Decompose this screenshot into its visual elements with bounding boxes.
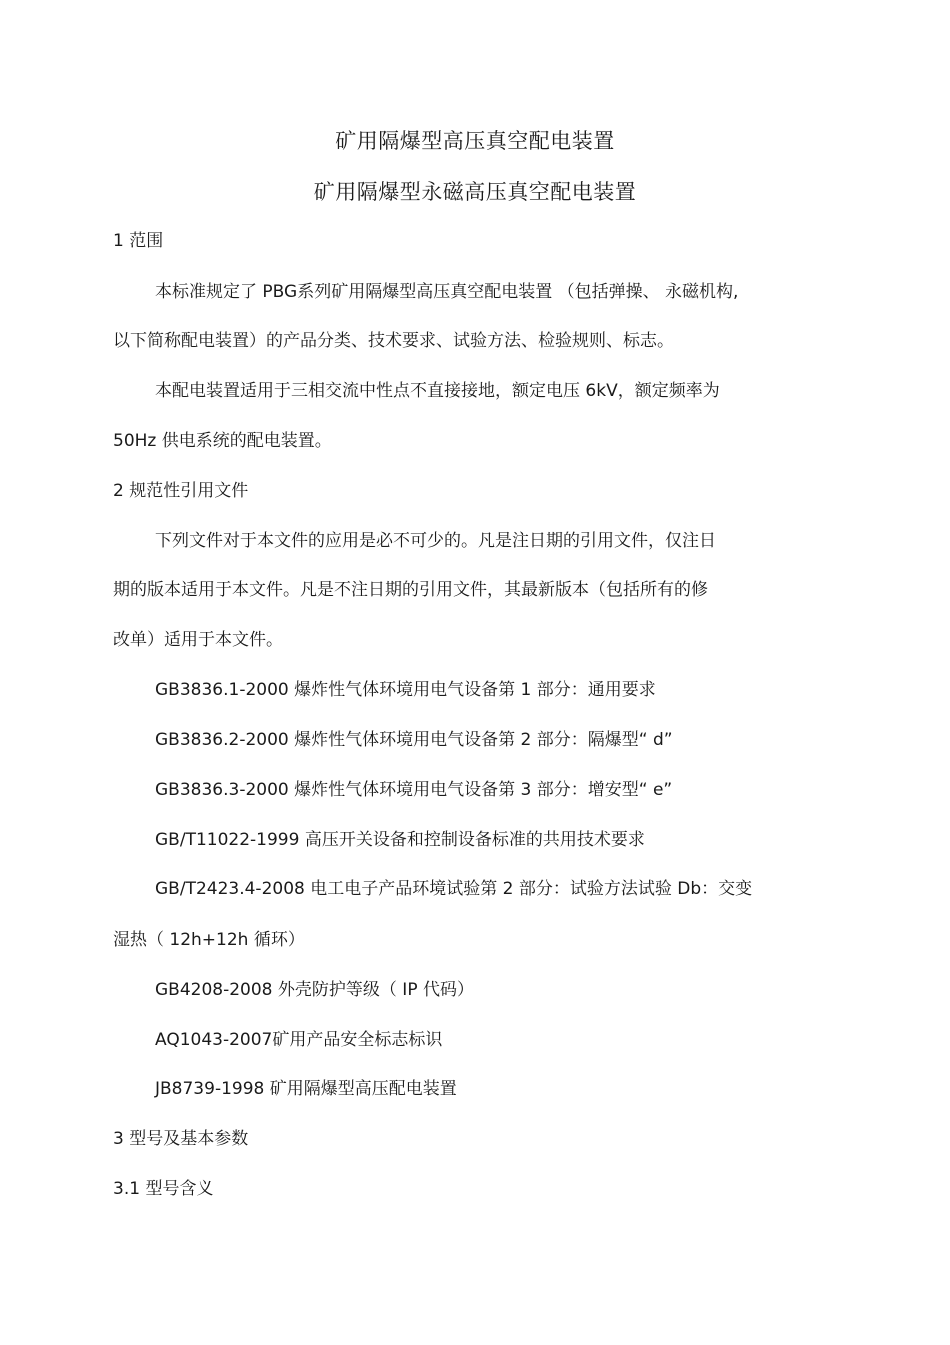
reference-item: GB3836.1-2000 爆炸性气体环境用电气设备第 1 部分：通用要求 <box>155 680 656 700</box>
reference-item: JB8739-1998 矿用隔爆型高压配电装置 <box>155 1079 457 1099</box>
doc-title-2: 矿用隔爆型永磁高压真空配电装置 <box>313 180 637 204</box>
paragraph-line: 期的版本适用于本文件。凡是不注日期的引用文件，其最新版本（包括所有的修 <box>113 580 708 600</box>
section-3-1-heading: 3.1 型号含义 <box>113 1179 214 1199</box>
paragraph-line: 以下简称配电装置）的产品分类、技术要求、试验方法、检验规则、标志。 <box>113 331 674 351</box>
reference-item: GB/T11022-1999 高压开关设备和控制设备标准的共用技术要求 <box>155 830 645 850</box>
paragraph-line: 改单）适用于本文件。 <box>113 630 283 650</box>
paragraph-line: 下列文件对于本文件的应用是必不可少的。凡是注日期的引用文件，仅注日 <box>155 531 716 551</box>
reference-item: GB4208-2008 外壳防护等级（ IP 代码） <box>155 980 474 1000</box>
section-3-heading: 3 型号及基本参数 <box>113 1129 249 1149</box>
section-1-heading: 1 范围 <box>113 231 164 251</box>
reference-item: GB3836.3-2000 爆炸性气体环境用电气设备第 3 部分：增安型“ e” <box>155 780 673 800</box>
section-2-heading: 2 规范性引用文件 <box>113 481 249 501</box>
reference-item: GB/T2423.4-2008 电工电子产品环境试验第 2 部分：试验方法试验 Db：交变 <box>155 879 753 899</box>
reference-item-continuation: 湿热（ 12h+12h 循环） <box>113 930 305 950</box>
reference-item: GB3836.2-2000 爆炸性气体环境用电气设备第 2 部分：隔爆型“ d” <box>155 730 673 750</box>
doc-title-1: 矿用隔爆型高压真空配电装置 <box>335 129 615 153</box>
paragraph-line: 本标准规定了 PBG系列矿用隔爆型高压真空配电装置 （包括弹操、 永磁机构, <box>155 282 739 302</box>
reference-item: AQ1043-2007矿用产品安全标志标识 <box>155 1030 443 1050</box>
paragraph-line: 50Hz 供电系统的配电装置。 <box>113 431 332 451</box>
paragraph-line: 本配电装置适用于三相交流中性点不直接接地，额定电压 6kV，额定频率为 <box>155 381 720 401</box>
